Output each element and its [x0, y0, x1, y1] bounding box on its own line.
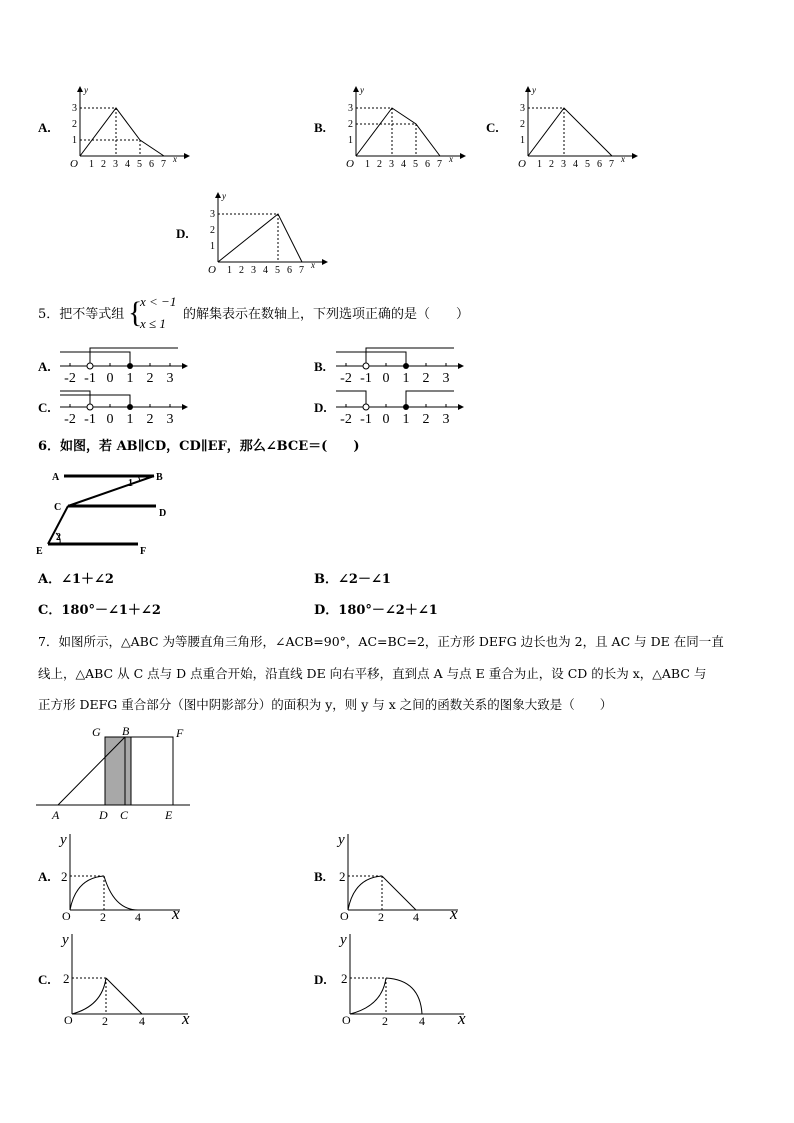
svg-text:2: 2	[239, 265, 244, 276]
q5-option-a-label: A.	[38, 359, 51, 374]
svg-text:x: x	[621, 154, 625, 164]
svg-text:7: 7	[299, 265, 304, 276]
svg-text:1: 1	[348, 135, 353, 146]
svg-text:-1: -1	[84, 371, 96, 386]
svg-text:C: C	[54, 502, 62, 513]
q7-option-a-label: A.	[38, 869, 51, 884]
svg-text:1: 1	[227, 265, 232, 276]
svg-text:-2: -2	[340, 371, 352, 386]
svg-text:2: 2	[101, 159, 106, 170]
svg-text:1: 1	[402, 412, 410, 427]
q7-option-d-graph	[334, 928, 474, 1028]
svg-text:3: 3	[113, 159, 118, 170]
svg-text:3: 3	[72, 103, 77, 114]
q7-option-b-label: B.	[314, 869, 326, 884]
svg-text:E: E	[36, 546, 43, 557]
q5-stem-suffix: 的解集表示在数轴上，下列选项正确的是（ ）	[183, 307, 470, 322]
svg-text:C: C	[120, 808, 129, 822]
svg-text:O: O	[62, 909, 71, 922]
svg-text:2: 2	[378, 910, 384, 922]
svg-text:2: 2	[63, 971, 70, 986]
svg-text:2: 2	[61, 869, 68, 884]
svg-text:2: 2	[382, 1014, 388, 1028]
svg-text:5: 5	[585, 159, 590, 170]
svg-text:3: 3	[166, 412, 174, 427]
svg-text:4: 4	[573, 159, 578, 170]
svg-text:F: F	[140, 546, 147, 557]
svg-text:3: 3	[442, 412, 450, 427]
svg-text:O: O	[346, 158, 354, 170]
q7-option-d-label: D.	[314, 972, 327, 987]
svg-text:2: 2	[549, 159, 554, 170]
svg-text:-2: -2	[64, 412, 76, 427]
svg-text:3: 3	[348, 103, 353, 114]
svg-text:2: 2	[56, 532, 61, 543]
svg-text:F: F	[176, 726, 184, 740]
q6-option-a: A．∠1＋∠2	[38, 572, 114, 587]
q7-figure	[36, 724, 192, 824]
svg-text:y: y	[338, 832, 345, 848]
q7-stem-line-1: 7．如图所示，△ABC 为等腰直角三角形，∠ACB=90°，AC=BC=2，正方形 DEFG 边长也为 2，且 AC 与 DE 在同一直	[38, 634, 724, 649]
q5-option-d-label: D.	[314, 400, 327, 415]
svg-text:2: 2	[210, 225, 215, 236]
q4-option-a-graph	[60, 82, 190, 174]
svg-text:1: 1	[89, 159, 94, 170]
svg-text:-2: -2	[64, 371, 76, 386]
svg-text:B: B	[122, 724, 130, 738]
svg-text:3: 3	[561, 159, 566, 170]
svg-text:-2: -2	[340, 412, 352, 427]
svg-text:1: 1	[210, 241, 215, 252]
svg-text:D: D	[159, 508, 167, 519]
svg-text:B: B	[156, 472, 163, 483]
q4-option-a-label: A.	[38, 120, 51, 135]
svg-text:3: 3	[210, 209, 215, 220]
svg-text:-1: -1	[84, 412, 96, 427]
svg-text:7: 7	[437, 159, 442, 170]
svg-text:3: 3	[442, 371, 450, 386]
svg-text:G: G	[92, 725, 101, 739]
svg-text:y: y	[532, 85, 536, 95]
q6-option-b: B．∠2－∠1	[314, 572, 391, 587]
q5-option-c-numberline	[58, 385, 190, 427]
svg-text:3: 3	[520, 103, 525, 114]
q6-option-d: D．180°－∠2＋∠1	[314, 603, 438, 618]
svg-text:4: 4	[401, 159, 406, 170]
svg-text:y: y	[60, 832, 67, 848]
svg-text:4: 4	[139, 1014, 145, 1028]
svg-text:1: 1	[128, 478, 133, 489]
q5-option-d-numberline	[334, 385, 466, 427]
svg-text:1: 1	[72, 135, 77, 146]
svg-text:0: 0	[382, 412, 390, 427]
svg-text:x: x	[182, 1009, 190, 1028]
svg-text:4: 4	[419, 1014, 425, 1028]
svg-text:O: O	[64, 1013, 73, 1027]
svg-text:0: 0	[106, 371, 114, 386]
svg-text:3: 3	[166, 371, 174, 386]
q7-stem-line-2: 线上，△ABC 从 C 点与 D 点重合开始，沿直线 DE 向右平移，直到点 A 与点 E 重合为止，设 CD 的长为 x，△ABC 与	[38, 666, 707, 681]
svg-text:O: O	[340, 909, 349, 922]
svg-text:6: 6	[149, 159, 154, 170]
svg-text:x: x	[449, 154, 453, 164]
q7-option-a-graph	[58, 830, 190, 922]
svg-text:1: 1	[537, 159, 542, 170]
svg-text:y: y	[84, 85, 88, 95]
svg-text:A: A	[52, 808, 60, 822]
q4-option-d-graph	[198, 188, 328, 280]
svg-text:D: D	[99, 808, 108, 822]
svg-text:2: 2	[377, 159, 382, 170]
svg-text:5: 5	[137, 159, 142, 170]
svg-text:2: 2	[72, 119, 77, 130]
svg-text:4: 4	[135, 910, 141, 922]
svg-text:4: 4	[413, 910, 419, 922]
svg-text:5: 5	[275, 265, 280, 276]
svg-text:1: 1	[402, 371, 410, 386]
svg-text:A: A	[52, 472, 60, 483]
svg-text:0: 0	[382, 371, 390, 386]
q7-option-c-graph	[58, 928, 198, 1028]
q6-figure	[34, 466, 174, 558]
q5-option-c-label: C.	[38, 400, 51, 415]
svg-text:2: 2	[102, 1014, 108, 1028]
q5-inequality-2: x ≤ 1	[140, 316, 166, 331]
svg-text:1: 1	[126, 371, 134, 386]
svg-text:O: O	[342, 1013, 351, 1027]
svg-text:y: y	[340, 932, 347, 948]
svg-text:-1: -1	[360, 371, 372, 386]
svg-text:7: 7	[161, 159, 166, 170]
svg-text:4: 4	[263, 265, 268, 276]
q5-inequality-1: x < −1	[140, 294, 177, 309]
q4-option-c-label: C.	[486, 120, 499, 135]
svg-text:E: E	[165, 808, 173, 822]
svg-text:x: x	[172, 904, 180, 922]
svg-text:2: 2	[341, 971, 348, 986]
svg-text:x: x	[311, 260, 315, 270]
svg-text:2: 2	[520, 119, 525, 130]
svg-text:x: x	[458, 1009, 466, 1028]
svg-text:5: 5	[413, 159, 418, 170]
svg-text:2: 2	[348, 119, 353, 130]
q5-option-a-numberline	[58, 344, 190, 386]
svg-text:1: 1	[365, 159, 370, 170]
svg-text:y: y	[222, 191, 226, 201]
q7-option-c-label: C.	[38, 972, 51, 987]
svg-text:1: 1	[520, 135, 525, 146]
svg-text:O: O	[208, 264, 216, 276]
q4-option-d-label: D.	[176, 226, 189, 241]
svg-text:O: O	[70, 158, 78, 170]
svg-text:2: 2	[100, 910, 106, 922]
svg-text:y: y	[360, 85, 364, 95]
q7-option-b-graph	[334, 830, 466, 922]
svg-text:0: 0	[106, 412, 114, 427]
svg-text:y: y	[62, 932, 69, 948]
svg-text:2: 2	[146, 412, 154, 427]
svg-text:6: 6	[287, 265, 292, 276]
svg-text:2: 2	[339, 869, 346, 884]
q7-stem-line-3: 正方形 DEFG 重合部分（图中阴影部分）的面积为 y，则 y 与 x 之间的函数关系的图象大致是（ ）	[38, 697, 613, 712]
q5-option-b-numberline	[334, 344, 466, 386]
svg-text:7: 7	[609, 159, 614, 170]
q6-stem: 6．如图，若 AB∥CD，CD∥EF，那么∠BCE＝( )	[38, 439, 360, 454]
svg-text:2: 2	[422, 371, 430, 386]
svg-text:O: O	[518, 158, 526, 170]
svg-text:6: 6	[597, 159, 602, 170]
q5-stem-prefix: 5．把不等式组	[38, 307, 125, 322]
svg-text:4: 4	[125, 159, 130, 170]
svg-text:-1: -1	[360, 412, 372, 427]
svg-text:3: 3	[251, 265, 256, 276]
q4-option-b-label: B.	[314, 120, 326, 135]
q4-option-c-graph	[508, 82, 638, 174]
svg-text:1: 1	[126, 412, 134, 427]
q4-option-b-graph	[336, 82, 466, 174]
svg-text:x: x	[173, 154, 177, 164]
q6-option-c: C．180°－∠1＋∠2	[38, 603, 161, 618]
q5-brace: {	[128, 296, 143, 329]
svg-text:3: 3	[389, 159, 394, 170]
svg-text:2: 2	[146, 371, 154, 386]
svg-text:x: x	[450, 904, 458, 922]
svg-text:6: 6	[425, 159, 430, 170]
q5-option-b-label: B.	[314, 359, 326, 374]
svg-text:2: 2	[422, 412, 430, 427]
